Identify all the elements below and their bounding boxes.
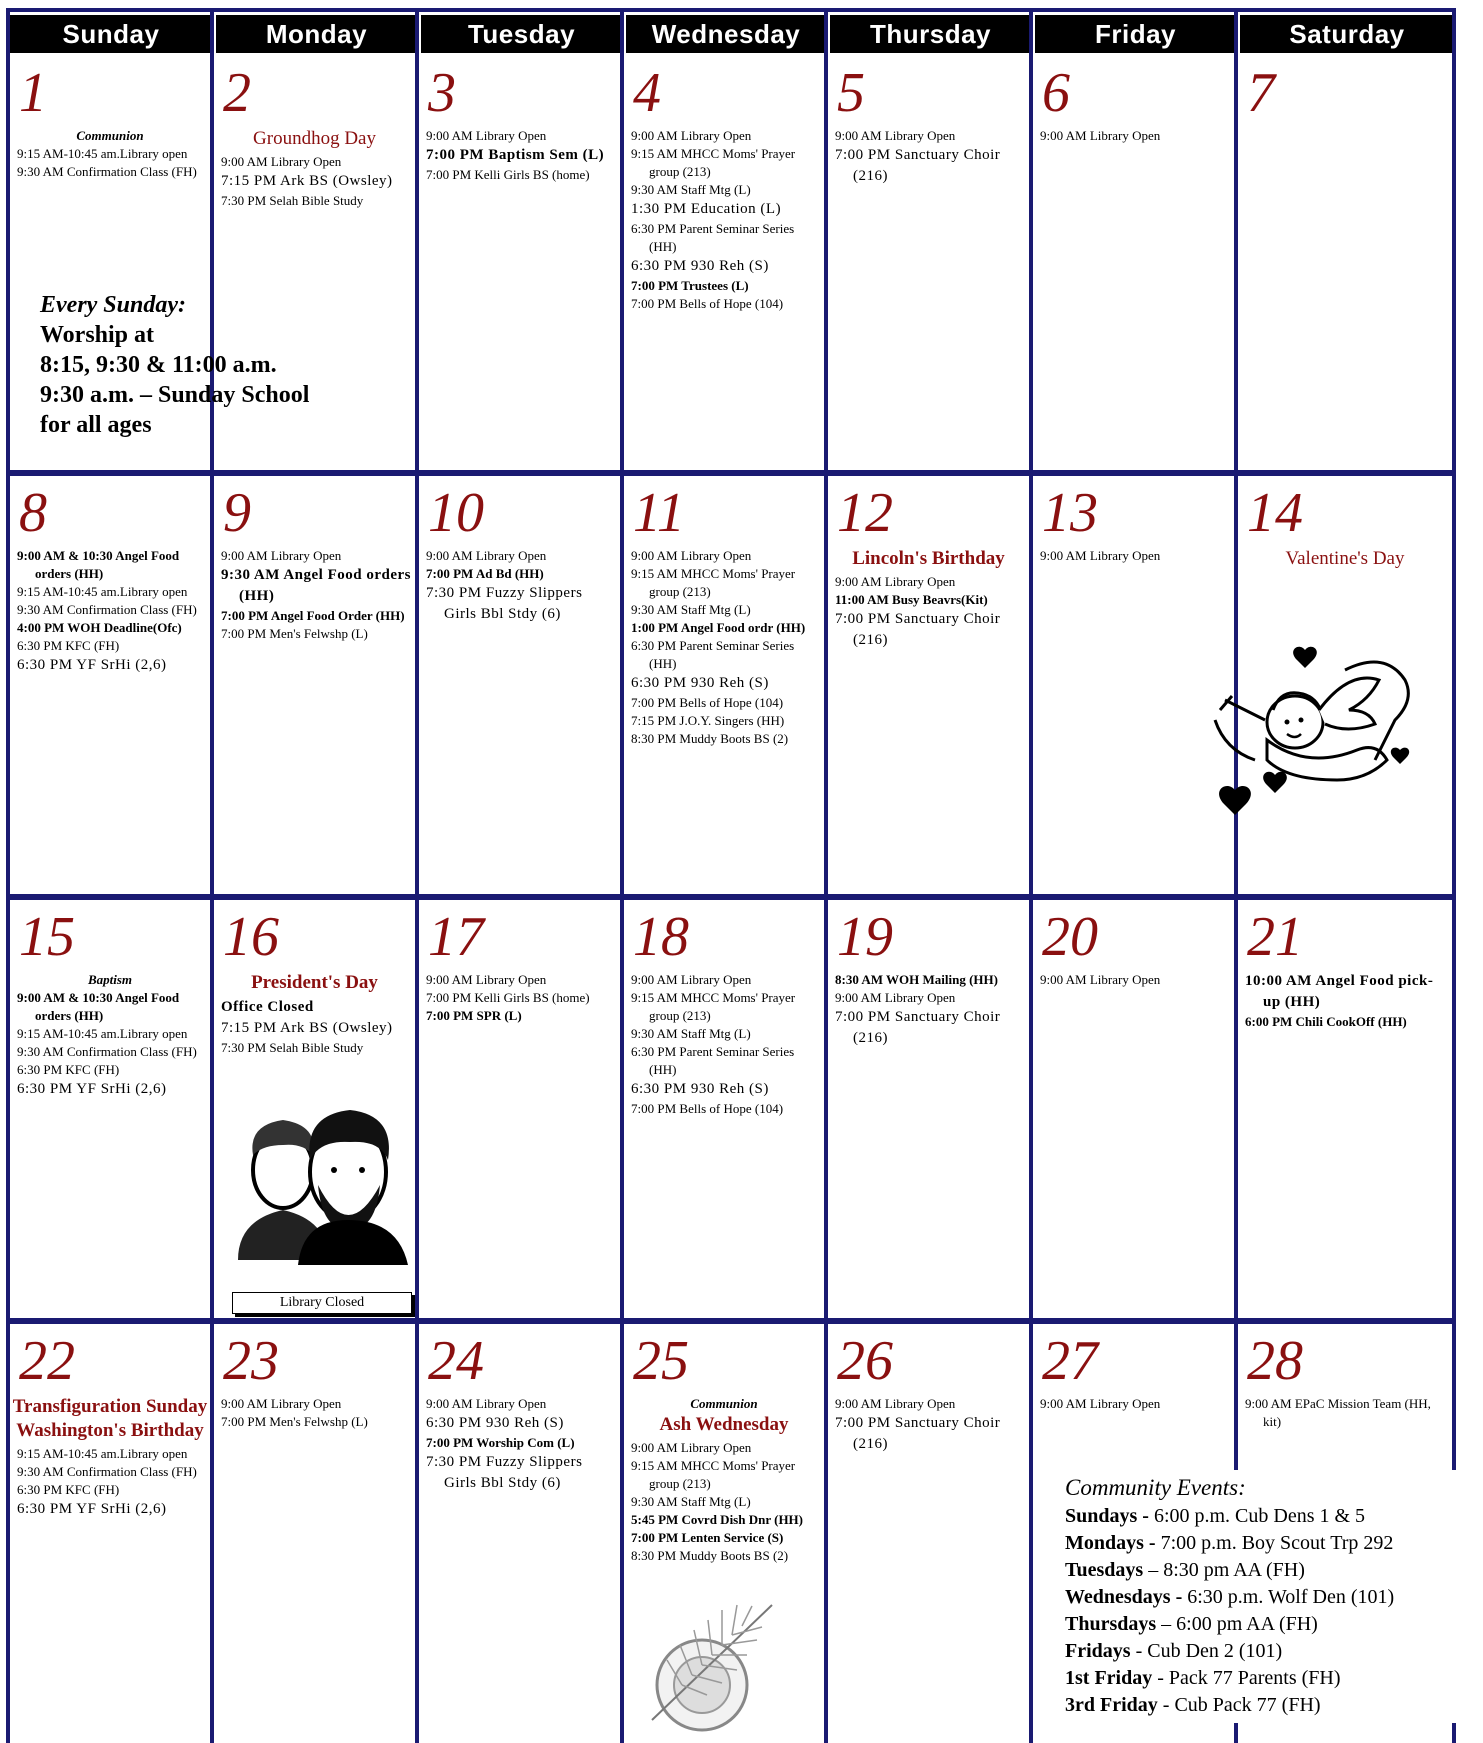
event-list	[625, 1439, 823, 1565]
header-monday: Monday	[216, 15, 417, 53]
holiday-label: Transfiguration Sunday	[12, 1396, 208, 1417]
event-item[interactable]: 6:30 PM 930 Reh (S)	[631, 675, 769, 691]
day-cell[interactable]	[1034, 57, 1233, 469]
event-item[interactable]: Communion	[76, 128, 144, 143]
event-item[interactable]: 6:30 PM 930 Reh (S)	[426, 1415, 564, 1431]
day-number: 9	[223, 482, 251, 544]
day-number: 22	[19, 1330, 75, 1392]
community-event-item: Fridays - Cub Den 2 (101)	[1065, 1640, 1283, 1662]
day-number: 14	[1247, 482, 1303, 544]
community-event-item: Sundays - 6:00 p.m. Cub Dens 1 & 5	[1065, 1505, 1366, 1527]
holiday-label: Washington's Birthday	[16, 1420, 204, 1441]
event-item[interactable]: 7:00 PM Kelli Girls BS (home)	[426, 167, 590, 182]
event-item[interactable]: 7:15 PM Ark BS (Owsley)	[221, 1020, 393, 1036]
day-cell[interactable]	[625, 901, 823, 1317]
day-number: 4	[633, 62, 661, 124]
day-number: 16	[223, 906, 279, 968]
event-item[interactable]: 5:45 PM Covrd Dish Dnr (HH)	[631, 1512, 804, 1527]
event-item[interactable]: 9:00 AM Library Open	[426, 128, 547, 143]
washington-lincoln-icon	[228, 1100, 418, 1265]
palm-ashes-icon	[642, 1600, 782, 1735]
event-list	[420, 127, 619, 184]
event-list	[625, 127, 823, 313]
event-item[interactable]: 1:30 PM Education (L)	[631, 201, 782, 217]
event-item[interactable]: 6:30 PM 930 Reh (S)	[631, 258, 769, 274]
holiday-label: Lincoln's Birthday	[852, 548, 1005, 569]
event-item[interactable]: 7:00 PM Sanctuary Choir (216)	[835, 147, 1001, 184]
event-item[interactable]: 7:00 PM Angel Food Order (HH)	[221, 608, 405, 623]
event-list	[1034, 127, 1233, 145]
event-item[interactable]: 9:30 AM Staff Mtg (L)	[631, 602, 751, 617]
event-item[interactable]: 9:15 AM-10:45 am.Library open	[17, 146, 188, 161]
event-item[interactable]: 6:30 PM Parent Seminar Series (HH)	[631, 1044, 795, 1077]
event-item[interactable]: 6:30 PM 930 Reh (S)	[631, 1081, 769, 1097]
event-item[interactable]: 9:15 AM-10:45 am.Library open	[17, 584, 188, 599]
day-number: 7	[1247, 62, 1275, 124]
cupid-icon	[1195, 640, 1435, 820]
day-number: 2	[223, 62, 251, 124]
grid-line	[6, 8, 10, 1743]
day-number: 8	[19, 482, 47, 544]
community-events	[1065, 1470, 1457, 1723]
event-item[interactable]: 7:00 PM Worship Com (L)	[426, 1435, 575, 1450]
event-item[interactable]: 9:30 AM Staff Mtg (L)	[631, 1026, 751, 1041]
holiday-label: President's Day	[251, 972, 378, 993]
header-saturday: Saturday	[1240, 15, 1454, 53]
event-list	[829, 573, 1028, 651]
event-item[interactable]: 9:00 AM Library Open	[1040, 548, 1161, 563]
event-item[interactable]: 9:00 AM Library Open	[835, 574, 956, 589]
community-event-item: Thursdays – 6:00 pm AA (FH)	[1065, 1613, 1318, 1635]
event-item[interactable]: 9:30 AM Confirmation Class (FH)	[17, 164, 197, 179]
event-item[interactable]: 9:30 AM Angel Food orders (HH)	[221, 567, 411, 604]
event-item[interactable]: 7:00 PM Sanctuary Choir (216)	[835, 1415, 1001, 1452]
event-list	[11, 971, 209, 1100]
event-list	[1239, 1395, 1451, 1431]
event-item[interactable]: 9:00 AM Library Open	[631, 1440, 752, 1455]
event-item[interactable]: 7:00 PM Lenten Service (S)	[631, 1530, 784, 1545]
day-cell[interactable]	[1239, 57, 1451, 469]
day-cell[interactable]	[625, 57, 823, 469]
event-item[interactable]: 9:00 AM Library Open	[631, 128, 752, 143]
event-item[interactable]: 9:00 AM & 10:30 Angel Food orders (HH)	[17, 548, 180, 581]
event-item[interactable]: 9:00 AM Library Open	[221, 548, 342, 563]
day-cell[interactable]	[625, 477, 823, 893]
event-list	[829, 1395, 1028, 1455]
day-number: 26	[837, 1330, 893, 1392]
event-item[interactable]: 6:30 PM YF SrHi (2,6)	[17, 1501, 167, 1517]
grid-line	[415, 8, 419, 1743]
event-item[interactable]: 9:15 AM MHCC Moms' Prayer group (213)	[631, 566, 796, 599]
day-cell[interactable]	[215, 477, 414, 893]
day-number: 1	[19, 62, 47, 124]
event-list	[829, 971, 1028, 1049]
event-item[interactable]: 6:30 PM YF SrHi (2,6)	[17, 657, 167, 673]
day-cell[interactable]	[420, 57, 619, 469]
event-item[interactable]: 9:00 AM Library Open	[835, 128, 956, 143]
event-item[interactable]: 9:15 AM MHCC Moms' Prayer group (213)	[631, 990, 796, 1023]
event-item[interactable]: 8:30 PM Muddy Boots BS (2)	[631, 1548, 789, 1563]
event-item[interactable]: 9:00 AM Library Open	[1040, 128, 1161, 143]
event-item[interactable]: 9:00 AM Library Open	[1040, 1396, 1161, 1411]
community-events-heading: Community Events:	[1065, 1475, 1246, 1500]
every-sunday-heading: Every Sunday:	[40, 292, 186, 318]
event-item[interactable]: 6:30 PM Parent Seminar Series (HH)	[631, 638, 795, 671]
day-number: 28	[1247, 1330, 1303, 1392]
event-item[interactable]: 7:00 PM Bells of Hope (104)	[631, 1101, 784, 1116]
event-list	[420, 1395, 619, 1494]
day-number: 6	[1042, 62, 1070, 124]
event-item[interactable]: 7:00 PM SPR (L)	[426, 1008, 522, 1023]
day-number: 13	[1042, 482, 1098, 544]
event-item[interactable]: 7:00 PM Ad Bd (HH)	[426, 566, 544, 581]
event-item[interactable]: 7:00 PM Sanctuary Choir (216)	[835, 1009, 1001, 1046]
grid-line	[210, 8, 214, 1743]
community-event-item: 3rd Friday - Cub Pack 77 (FH)	[1065, 1694, 1321, 1716]
event-item[interactable]: 8:30 PM Muddy Boots BS (2)	[631, 731, 789, 746]
event-item[interactable]: 9:00 AM Library Open	[631, 548, 752, 563]
day-number: 20	[1042, 906, 1098, 968]
library-closed-box: Library Closed	[232, 1292, 412, 1314]
event-list	[625, 971, 823, 1118]
event-list	[11, 547, 209, 676]
event-item[interactable]: 7:30 PM Selah Bible Study	[221, 1040, 364, 1055]
event-item[interactable]: 7:00 PM Trustees (L)	[631, 278, 749, 293]
event-item[interactable]: 9:30 AM Confirmation Class (FH)	[17, 1044, 197, 1059]
event-item[interactable]: 9:30 AM Staff Mtg (L)	[631, 1494, 751, 1509]
community-event-item: Tuesdays – 8:30 pm AA (FH)	[1065, 1559, 1305, 1581]
every-sunday-line: Worship at	[40, 322, 155, 348]
day-number: 10	[428, 482, 484, 544]
day-cell[interactable]	[829, 477, 1028, 893]
event-item[interactable]: 6:30 PM KFC (FH)	[17, 1482, 120, 1497]
event-item[interactable]: 9:00 AM Library Open	[835, 990, 956, 1005]
event-item[interactable]: 7:30 PM Selah Bible Study	[221, 193, 364, 208]
event-list	[215, 1395, 414, 1431]
day-number: 27	[1042, 1330, 1098, 1392]
header-wednesday: Wednesday	[626, 15, 826, 53]
day-number: 25	[633, 1330, 689, 1392]
day-number: 12	[837, 482, 893, 544]
event-item[interactable]: 7:00 PM Bells of Hope (104)	[631, 695, 784, 710]
event-item[interactable]: 9:00 AM Library Open	[426, 548, 547, 563]
event-item[interactable]: 6:00 PM Chili CookOff (HH)	[1245, 1014, 1407, 1029]
day-number: 23	[223, 1330, 279, 1392]
community-event-item: Mondays - 7:00 p.m. Boy Scout Trp 292	[1065, 1532, 1394, 1554]
event-list	[215, 153, 414, 210]
header-friday: Friday	[1035, 15, 1236, 53]
holiday-label: Valentine's Day	[1285, 548, 1405, 569]
event-item[interactable]: 11:00 AM Busy Beavrs(Kit)	[835, 592, 988, 607]
day-cell[interactable]	[11, 1325, 209, 1739]
event-list	[215, 547, 414, 643]
event-item[interactable]: 9:15 AM MHCC Moms' Prayer group (213)	[631, 1458, 796, 1491]
event-item[interactable]: 6:30 PM KFC (FH)	[17, 1062, 120, 1077]
event-item[interactable]: 9:00 AM Library Open	[631, 972, 752, 987]
day-cell[interactable]	[1034, 901, 1233, 1317]
day-number: 24	[428, 1330, 484, 1392]
event-item[interactable]: Baptism	[87, 972, 133, 987]
event-list	[829, 127, 1028, 187]
event-item[interactable]: 9:00 AM EPaC Mission Team (HH, kit)	[1245, 1396, 1431, 1429]
event-item[interactable]: 9:00 AM Library Open	[426, 972, 547, 987]
event-list	[215, 997, 414, 1057]
event-item[interactable]: 9:15 AM-10:45 am.Library open	[17, 1446, 188, 1461]
grid-line	[620, 8, 624, 1743]
event-item[interactable]: 7:15 PM Ark BS (Owsley)	[221, 173, 393, 189]
event-item[interactable]: 9:00 AM Library Open	[221, 154, 342, 169]
event-item[interactable]: 1:00 PM Angel Food ordr (HH)	[631, 620, 806, 635]
day-cell[interactable]	[420, 477, 619, 893]
event-item[interactable]: 7:00 PM Men's Felwshp (L)	[221, 626, 368, 641]
day-cell[interactable]	[420, 1325, 619, 1739]
day-number: 21	[1247, 906, 1303, 968]
day-number: 3	[428, 62, 456, 124]
event-item[interactable]: 7:00 PM Bells of Hope (104)	[631, 296, 784, 311]
day-number: 18	[633, 906, 689, 968]
header-thursday: Thursday	[830, 15, 1031, 53]
every-sunday-note	[40, 290, 309, 440]
event-item[interactable]: 9:00 AM & 10:30 Angel Food orders (HH)	[17, 990, 180, 1023]
event-item[interactable]: 9:30 AM Staff Mtg (L)	[631, 182, 751, 197]
day-number: 11	[633, 482, 685, 544]
day-cell[interactable]	[420, 901, 619, 1317]
event-item[interactable]: 7:00 PM Baptism Sem (L)	[426, 147, 605, 163]
event-item[interactable]: 7:30 PM Fuzzy Slippers Girls Bbl Stdy (6)	[426, 1454, 583, 1491]
day-cell[interactable]	[11, 901, 209, 1317]
event-item[interactable]: 9:00 AM Library Open	[221, 1396, 342, 1411]
day-cell[interactable]	[829, 1325, 1028, 1739]
event-list	[1034, 547, 1233, 565]
event-list	[11, 1445, 209, 1520]
event-note: Communion	[690, 1396, 758, 1411]
event-item[interactable]: 7:15 PM J.O.Y. Singers (HH)	[631, 713, 785, 728]
event-item[interactable]: 9:15 AM MHCC Moms' Prayer group (213)	[631, 146, 796, 179]
event-list	[11, 127, 209, 181]
every-sunday-line: 8:15, 9:30 & 11:00 a.m.	[40, 352, 277, 378]
event-item[interactable]: 6:30 PM YF SrHi (2,6)	[17, 1081, 167, 1097]
day-number: 5	[837, 62, 865, 124]
day-cell[interactable]	[829, 57, 1028, 469]
event-list	[625, 547, 823, 748]
event-item[interactable]: 6:30 PM Parent Seminar Series (HH)	[631, 221, 795, 254]
event-item[interactable]: 7:00 PM Kelli Girls BS (home)	[426, 990, 590, 1005]
day-number: 17	[428, 906, 484, 968]
header-tuesday: Tuesday	[421, 15, 622, 53]
community-event-item: 1st Friday - Pack 77 Parents (FH)	[1065, 1667, 1341, 1689]
day-cell[interactable]	[829, 901, 1028, 1317]
event-item[interactable]: 4:00 PM WOH Deadline(Ofc)	[17, 620, 182, 635]
event-list	[1034, 1395, 1233, 1413]
community-event-item: Wednesdays - 6:30 p.m. Wolf Den (101)	[1065, 1586, 1395, 1608]
event-item[interactable]: 7:00 PM Men's Felwshp (L)	[221, 1414, 368, 1429]
day-cell[interactable]	[215, 1325, 414, 1739]
holiday-label: Groundhog Day	[253, 128, 376, 149]
event-item[interactable]: 9:00 AM Library Open	[426, 1396, 547, 1411]
event-item[interactable]: 9:00 AM Library Open	[835, 1396, 956, 1411]
event-item[interactable]: 7:30 PM Fuzzy Slippers Girls Bbl Stdy (6)	[426, 585, 583, 622]
event-list	[420, 971, 619, 1025]
event-item[interactable]: 10:00 AM Angel Food pick-up (HH)	[1245, 973, 1434, 1010]
header-sunday: Sunday	[10, 15, 212, 53]
event-list	[1239, 971, 1451, 1031]
event-item[interactable]: Office Closed	[221, 999, 314, 1015]
event-item[interactable]: 9:30 AM Confirmation Class (FH)	[17, 602, 197, 617]
grid-line	[1029, 8, 1033, 1743]
event-item[interactable]: 6:30 PM KFC (FH)	[17, 638, 120, 653]
event-item[interactable]: 9:30 AM Confirmation Class (FH)	[17, 1464, 197, 1479]
event-item[interactable]: 9:00 AM Library Open	[1040, 972, 1161, 987]
day-number: 19	[837, 906, 893, 968]
every-sunday-line: 9:30 a.m. – Sunday School	[40, 382, 310, 408]
event-list	[420, 547, 619, 625]
day-number: 15	[19, 906, 75, 968]
event-item[interactable]: 9:15 AM-10:45 am.Library open	[17, 1026, 188, 1041]
event-item[interactable]: 7:00 PM Sanctuary Choir (216)	[835, 611, 1001, 648]
holiday-label: Ash Wednesday	[659, 1414, 789, 1435]
grid-line	[824, 8, 828, 1743]
day-cell[interactable]	[11, 477, 209, 893]
event-item[interactable]: 8:30 AM WOH Mailing (HH)	[835, 972, 998, 987]
every-sunday-line: for all ages	[40, 412, 152, 438]
event-list	[1034, 971, 1233, 989]
day-cell[interactable]	[1239, 901, 1451, 1317]
